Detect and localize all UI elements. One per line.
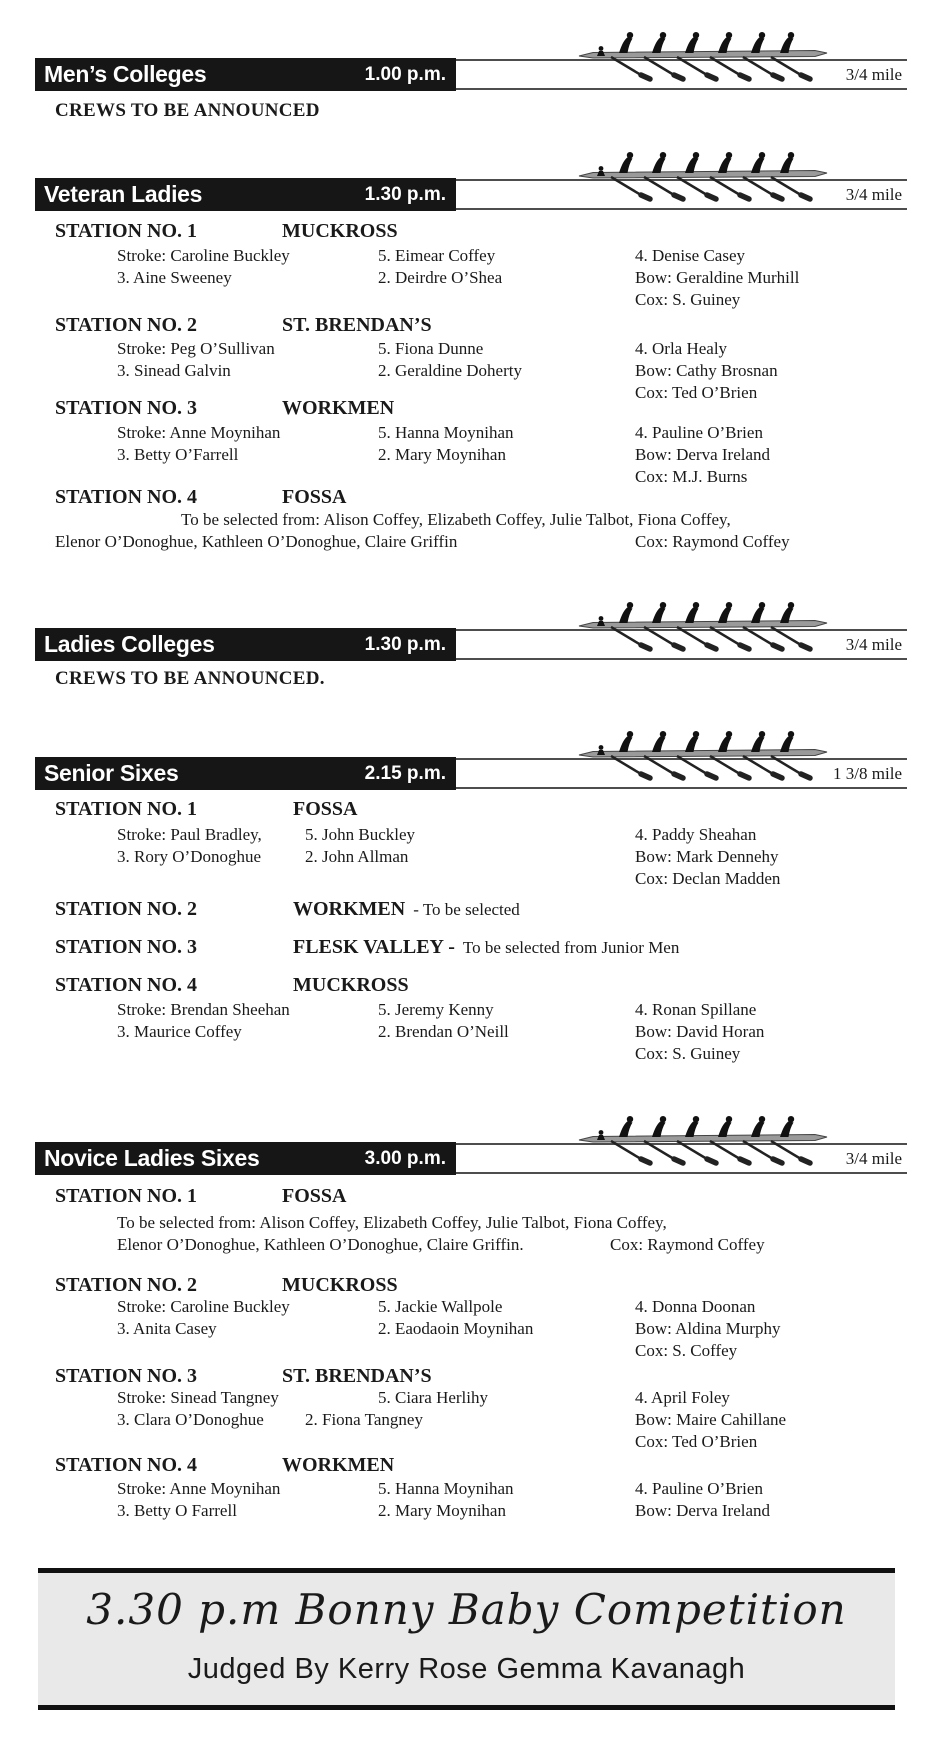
crew-cell: Bow: Aldina Murphy bbox=[635, 1319, 781, 1338]
crew-cell: Stroke: Brendan Sheehan bbox=[117, 1000, 290, 1019]
crew-cell: 3. Anita Casey bbox=[117, 1319, 217, 1338]
station-heading bbox=[55, 397, 394, 420]
crew-cell: 5. John Buckley bbox=[305, 825, 416, 844]
crew-cell: 5. Jeremy Kenny bbox=[378, 1000, 494, 1019]
race-distance: 3/4 mile bbox=[845, 635, 902, 654]
announcement-text: CREWS TO BE ANNOUNCED. bbox=[55, 668, 325, 689]
selection-text: Elenor O’Donoghue, Kathleen O’Donoghue, Claire Griffin bbox=[55, 532, 458, 551]
crew-cell: Stroke: Caroline Buckley bbox=[117, 1297, 290, 1316]
station-club: MUCKROSS bbox=[282, 220, 398, 242]
station-label: STATION NO. 2 bbox=[55, 1274, 198, 1296]
station-heading bbox=[55, 1185, 346, 1208]
crew-cell: 5. Eimear Coffey bbox=[378, 246, 496, 265]
crew-cell: 4. Denise Casey bbox=[635, 246, 746, 265]
announcement-text: CREWS TO BE ANNOUNCED bbox=[55, 100, 320, 121]
race-title: Ladies Colleges bbox=[44, 631, 215, 657]
crew-cell: Bow: Maire Cahillane bbox=[635, 1410, 787, 1429]
crew-cell: 2. Geraldine Doherty bbox=[378, 361, 522, 380]
station-club: WORKMEN bbox=[282, 1454, 395, 1476]
crew-cell: Bow: Geraldine Murhill bbox=[635, 268, 800, 287]
race-title-bar bbox=[35, 1142, 456, 1175]
crew-cell: 5. Hanna Moynihan bbox=[378, 1479, 514, 1498]
race-distance: 1 3/8 mile bbox=[833, 764, 902, 783]
race-header-senior-sixes bbox=[35, 757, 907, 790]
crew-grid bbox=[0, 1297, 933, 1367]
race-time: 1.00 p.m. bbox=[364, 63, 446, 85]
crew-grid bbox=[0, 825, 933, 895]
station-club: WORKMEN bbox=[293, 898, 406, 920]
crew-cell: Cox: Ted O’Brien bbox=[635, 1432, 758, 1451]
crew-cell: Cox: S. Guiney bbox=[635, 290, 741, 309]
rowing-boat-icon bbox=[575, 730, 837, 782]
crew-cell: 4. Paddy Sheahan bbox=[635, 825, 757, 844]
crew-cell: 4. April Foley bbox=[635, 1388, 730, 1407]
crew-cell: Bow: David Horan bbox=[635, 1022, 765, 1041]
station-heading bbox=[55, 1274, 398, 1297]
station-label: STATION NO. 1 bbox=[55, 798, 198, 820]
cox-label: Cox: Raymond Coffey bbox=[610, 1235, 765, 1254]
station-label: STATION NO. 3 bbox=[55, 936, 198, 958]
station-label: STATION NO. 3 bbox=[55, 397, 198, 419]
crew-cell: Bow: Mark Dennehy bbox=[635, 847, 779, 866]
station-heading bbox=[55, 314, 432, 337]
crew-cell: Cox: M.J. Burns bbox=[635, 467, 748, 486]
station-club: MUCKROSS bbox=[293, 974, 409, 996]
station-heading bbox=[55, 798, 357, 821]
race-header-mens-colleges bbox=[35, 58, 907, 91]
crew-cell: Bow: Derva Ireland bbox=[635, 445, 771, 464]
race-time: 1.30 p.m. bbox=[364, 183, 446, 205]
race-distance: 3/4 mile bbox=[845, 65, 902, 84]
race-header-veteran-ladies bbox=[35, 178, 907, 211]
station-club: FOSSA bbox=[282, 1185, 347, 1207]
crew-grid bbox=[0, 1388, 933, 1458]
station-heading bbox=[55, 936, 679, 959]
station-label: STATION NO. 3 bbox=[55, 1365, 198, 1387]
crew-cell: 2. Brendan O’Neill bbox=[378, 1022, 509, 1041]
race-time: 2.15 p.m. bbox=[364, 762, 446, 784]
station-label: STATION NO. 1 bbox=[55, 1185, 198, 1207]
crew-grid bbox=[0, 423, 933, 493]
crew-cell: 3. Rory O’Donoghue bbox=[117, 847, 262, 866]
crew-cell: 2. Mary Moynihan bbox=[378, 1501, 506, 1520]
station-club: FOSSA bbox=[293, 798, 358, 820]
station-label: STATION NO. 4 bbox=[55, 974, 198, 996]
race-time: 1.30 p.m. bbox=[364, 633, 446, 655]
banner-title: 3.30 p.m Bonny Baby Competition bbox=[86, 1585, 847, 1634]
race-header-ladies-colleges bbox=[35, 628, 907, 661]
race-title: Senior Sixes bbox=[44, 760, 179, 786]
crew-cell: Cox: Declan Madden bbox=[635, 869, 781, 888]
crew-cell: 2. Fiona Tangney bbox=[305, 1410, 423, 1429]
crew-cell: 4. Pauline O’Brien bbox=[635, 423, 763, 442]
station-heading bbox=[55, 974, 409, 997]
race-title-bar bbox=[35, 757, 456, 790]
crew-cell: Stroke: Anne Moynihan bbox=[117, 1479, 281, 1498]
crew-cell: Stroke: Anne Moynihan bbox=[117, 423, 281, 442]
crew-cell: 3. Sinead Galvin bbox=[117, 361, 231, 380]
crew-cell: 3. Betty O Farrell bbox=[117, 1501, 237, 1520]
crew-cell: Bow: Cathy Brosnan bbox=[635, 361, 778, 380]
station-note: - To be selected bbox=[413, 900, 520, 919]
crew-grid bbox=[0, 1479, 933, 1549]
station-heading bbox=[55, 220, 398, 243]
selection-text: To be selected from: Alison Coffey, Elizabeth Coffey, Julie Talbot, Fiona Coffey, bbox=[117, 1213, 667, 1232]
crew-cell: 5. Hanna Moynihan bbox=[378, 423, 514, 442]
station-heading bbox=[55, 1365, 432, 1388]
crew-cell: Cox: S. Coffey bbox=[635, 1341, 738, 1360]
station-label: STATION NO. 4 bbox=[55, 486, 198, 508]
bonny-baby-banner bbox=[38, 1568, 895, 1710]
crew-cell: 3. Clara O’Donoghue bbox=[117, 1410, 264, 1429]
race-header-novice-ladies-sixes bbox=[35, 1142, 907, 1175]
crew-cell: 3. Betty O’Farrell bbox=[117, 445, 239, 464]
cox-label: Cox: Raymond Coffey bbox=[635, 532, 790, 551]
crew-cell: 4. Orla Healy bbox=[635, 339, 728, 358]
crew-cell: 2. Eaodaoin Moynihan bbox=[378, 1319, 534, 1338]
race-title: Novice Ladies Sixes bbox=[44, 1145, 260, 1171]
race-title-bar bbox=[35, 628, 456, 661]
station-club: MUCKROSS bbox=[282, 1274, 398, 1296]
crew-cell: Stroke: Caroline Buckley bbox=[117, 246, 290, 265]
station-club: ST. BRENDAN’S bbox=[282, 314, 432, 336]
rowing-boat-icon bbox=[575, 1115, 837, 1167]
crew-cell: 3. Maurice Coffey bbox=[117, 1022, 242, 1041]
station-label: STATION NO. 1 bbox=[55, 220, 198, 242]
race-title: Men’s Colleges bbox=[44, 61, 207, 87]
station-club: FLESK VALLEY - bbox=[293, 936, 455, 958]
station-club: FOSSA bbox=[282, 486, 347, 508]
crew-cell: 5. Fiona Dunne bbox=[378, 339, 484, 358]
selection-block bbox=[0, 510, 933, 558]
crew-cell: Cox: S. Guiney bbox=[635, 1044, 741, 1063]
rowing-boat-icon bbox=[575, 31, 837, 83]
crew-cell: Stroke: Peg O’Sullivan bbox=[117, 339, 275, 358]
crew-cell: Bow: Derva Ireland bbox=[635, 1501, 771, 1520]
crew-cell: 2. Deirdre O’Shea bbox=[378, 268, 503, 287]
crew-cell: 5. Jackie Wallpole bbox=[378, 1297, 503, 1316]
race-title-bar bbox=[35, 178, 456, 211]
rowing-boat-icon bbox=[575, 601, 837, 653]
crew-cell: 5. Ciara Herlihy bbox=[378, 1388, 488, 1407]
station-heading bbox=[55, 898, 520, 921]
crew-cell: 2. John Allman bbox=[305, 847, 409, 866]
banner-subtitle: Judged By Kerry Rose Gemma Kavanagh bbox=[187, 1653, 746, 1685]
station-club: WORKMEN bbox=[282, 397, 395, 419]
station-heading bbox=[55, 486, 346, 509]
station-heading bbox=[55, 1454, 394, 1477]
station-club: ST. BRENDAN’S bbox=[282, 1365, 432, 1387]
station-note: To be selected from Junior Men bbox=[462, 938, 680, 957]
crew-grid bbox=[0, 1000, 933, 1070]
station-label: STATION NO. 2 bbox=[55, 898, 198, 920]
station-label: STATION NO. 2 bbox=[55, 314, 198, 336]
crew-cell: Cox: Ted O’Brien bbox=[635, 383, 758, 402]
station-label: STATION NO. 4 bbox=[55, 1454, 198, 1476]
race-title-bar bbox=[35, 58, 456, 91]
rowing-boat-icon bbox=[575, 151, 837, 203]
selection-text: Elenor O’Donoghue, Kathleen O’Donoghue, Claire Griffin. bbox=[117, 1235, 524, 1254]
race-distance: 3/4 mile bbox=[845, 1149, 902, 1168]
crew-cell: 4. Pauline O’Brien bbox=[635, 1479, 763, 1498]
crew-cell: Stroke: Paul Bradley, bbox=[117, 825, 262, 844]
race-distance: 3/4 mile bbox=[845, 185, 902, 204]
race-time: 3.00 p.m. bbox=[364, 1147, 446, 1169]
crew-cell: 4. Ronan Spillane bbox=[635, 1000, 757, 1019]
crew-cell: Stroke: Sinead Tangney bbox=[117, 1388, 279, 1407]
race-title: Veteran Ladies bbox=[44, 181, 203, 207]
crew-cell: 3. Aine Sweeney bbox=[117, 268, 232, 287]
selection-block bbox=[0, 1213, 933, 1261]
crew-grid bbox=[0, 246, 933, 316]
selection-text: To be selected from: Alison Coffey, Elizabeth Coffey, Julie Talbot, Fiona Coffey, bbox=[181, 510, 731, 529]
crew-cell: 2. Mary Moynihan bbox=[378, 445, 506, 464]
crew-cell: 4. Donna Doonan bbox=[635, 1297, 756, 1316]
